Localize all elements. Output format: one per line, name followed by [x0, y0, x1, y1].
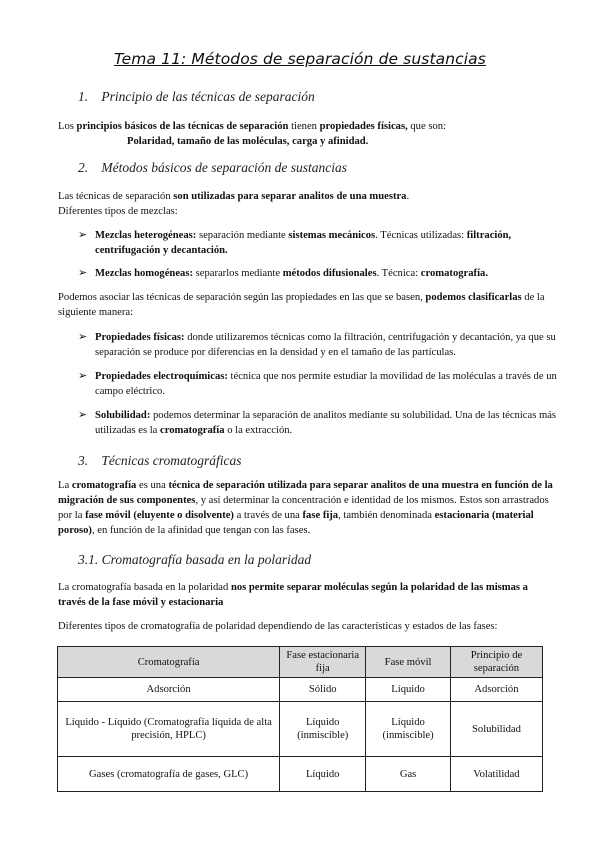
paragraph — [58, 119, 558, 134]
section-number: 1. — [78, 89, 89, 104]
bold-text: estacionaria (material poroso) — [58, 510, 534, 536]
text: que son: — [407, 121, 446, 132]
bold-text: nos permite separar moléculas según la polaridad de las mismas a través de la fase móvil y estacionaria — [58, 582, 528, 608]
text: o la extracción. — [224, 425, 293, 436]
bold-text: cromatografía — [160, 425, 225, 436]
text: Diferentes tipos de cromatografía de polaridad dependiendo de las características y estados de las fases: — [58, 621, 498, 632]
bold-text: Propiedades físicas: — [95, 332, 185, 343]
text: . — [406, 191, 410, 202]
arrow-bullet-icon: ➢ — [78, 229, 88, 241]
bold-text: fase fija — [302, 510, 339, 521]
column-header: Cromatografía — [58, 647, 280, 678]
bold-text: técnica de separación utilizada para separar analitos de una muestra en función de la migración de sus componentes — [58, 480, 553, 506]
bold-text: cromatografía — [71, 480, 137, 491]
list-item — [78, 408, 575, 438]
section-3-1-heading — [78, 552, 311, 568]
text: Podemos asociar las técnicas de separación según las propiedades en las que se basen, — [58, 292, 426, 303]
bold-text: propiedades físicas, — [319, 121, 408, 132]
column-header: Fase estacionaria fija — [280, 647, 366, 678]
paragraph — [58, 580, 558, 610]
section-1-heading — [78, 89, 315, 105]
text: tienen — [288, 121, 320, 132]
table-cell: Sólido — [280, 678, 366, 702]
text: , y así determinar la concentración e identidad de los mismos. Estos son arrastrados por la — [58, 495, 549, 521]
bold-text: son utilizadas para separar analitos de una muestra — [173, 191, 407, 202]
paragraph — [58, 478, 558, 538]
text: separación mediante — [196, 230, 289, 241]
text: La — [58, 480, 72, 491]
arrow-bullet-icon: ➢ — [78, 267, 88, 279]
list-item — [78, 369, 575, 399]
section-number: 3. — [78, 453, 89, 468]
bold-text: Polaridad, tamaño de las moléculas, carga y afinidad. — [127, 136, 369, 147]
table-header-row — [58, 647, 543, 678]
section-title: Principio de las técnicas de separación — [101, 89, 315, 104]
bold-text: Mezclas homogéneas: — [95, 268, 193, 279]
text: separarlos mediante — [192, 268, 283, 279]
section-title: Técnicas cromatográficas — [101, 453, 242, 468]
bold-text: filtración, centrifugación y decantación. — [95, 230, 512, 256]
text: donde utilizaremos técnicas como la filtración, centrifugación y decantación, ya que su separación se produce por diferencias en la densidad y en el tamaño de las partículas. — [95, 332, 556, 358]
table-row — [58, 757, 543, 792]
section-title: Métodos básicos de separación de sustancias — [101, 160, 347, 175]
table-cell: Líquido — [280, 757, 366, 792]
column-header: Fase móvil — [366, 647, 451, 678]
page-title: Tema 11: Métodos de separación de sustancias — [114, 50, 486, 68]
paragraph — [58, 189, 558, 219]
bold-text: sistemas mecánicos — [288, 230, 376, 241]
text: técnica que nos permite estudiar la movilidad de las moléculas a través de un campo eléctrico. — [95, 371, 557, 397]
table-cell: Gases (cromatografía de gases, GLC) — [58, 757, 280, 792]
text: podemos determinar la separación de analitos mediante su solubilidad. Una de las técnicas más utilizadas es la — [95, 410, 557, 436]
text: es una — [136, 480, 169, 491]
chromatography-table — [57, 646, 543, 792]
bold-text: Propiedades electroquímicas: — [95, 371, 228, 382]
bold-text: Mezclas heterogéneas: — [95, 230, 197, 241]
text: a través de una — [233, 510, 303, 521]
bold-text: fase móvil (eluyente o disolvente) — [85, 510, 234, 521]
table-cell: Líquido - Líquido (Cromatografía líquida de alta precisión, HPLC) — [58, 702, 280, 757]
arrow-bullet-icon: ➢ — [78, 409, 88, 421]
table-cell: Solubilidad — [450, 702, 542, 757]
text: Diferentes tipos de mezclas: — [58, 206, 178, 217]
paragraph — [58, 290, 558, 320]
list-item — [78, 228, 575, 258]
column-header: Principio de separación — [450, 647, 542, 678]
text: Las técnicas de separación — [58, 191, 174, 202]
table-cell: Líquido (inmiscible) — [280, 702, 366, 757]
text: , en función de la afinidad que tengan con las fases. — [91, 525, 311, 536]
section-2-heading — [78, 160, 347, 176]
section-number: 3.1. — [78, 552, 99, 567]
paragraph — [58, 619, 558, 634]
bold-text: podemos clasificarlas — [425, 292, 522, 303]
text: de la siguiente manera: — [58, 292, 545, 318]
bold-text: cromatografía. — [420, 268, 488, 279]
table-row — [58, 702, 543, 757]
table-cell: Líquido — [366, 678, 451, 702]
bold-text: Solubilidad: — [95, 410, 151, 421]
text: Los — [58, 121, 77, 132]
list-item — [78, 266, 575, 281]
text: . Técnicas utilizadas: — [375, 230, 467, 241]
table-cell: Volatilidad — [450, 757, 542, 792]
list-item — [78, 330, 575, 360]
section-number: 2. — [78, 160, 89, 175]
arrow-bullet-icon: ➢ — [78, 331, 88, 343]
text: . Técnica: — [376, 268, 421, 279]
section-3-heading — [78, 453, 241, 469]
text: , también denominada — [338, 510, 435, 521]
table-cell: Adsorción — [450, 678, 542, 702]
paragraph — [127, 134, 600, 149]
table-cell: Líquido (inmiscible) — [366, 702, 451, 757]
section-title: Cromatografía basada en la polaridad — [101, 552, 312, 567]
bold-text: métodos difusionales — [282, 268, 377, 279]
table-row — [58, 678, 543, 702]
bold-text: principios básicos de las técnicas de separación — [76, 121, 289, 132]
text: La cromatografía basada en la polaridad — [58, 582, 231, 593]
table-cell: Gas — [366, 757, 451, 792]
table-cell: Adsorción — [58, 678, 280, 702]
arrow-bullet-icon: ➢ — [78, 370, 88, 382]
